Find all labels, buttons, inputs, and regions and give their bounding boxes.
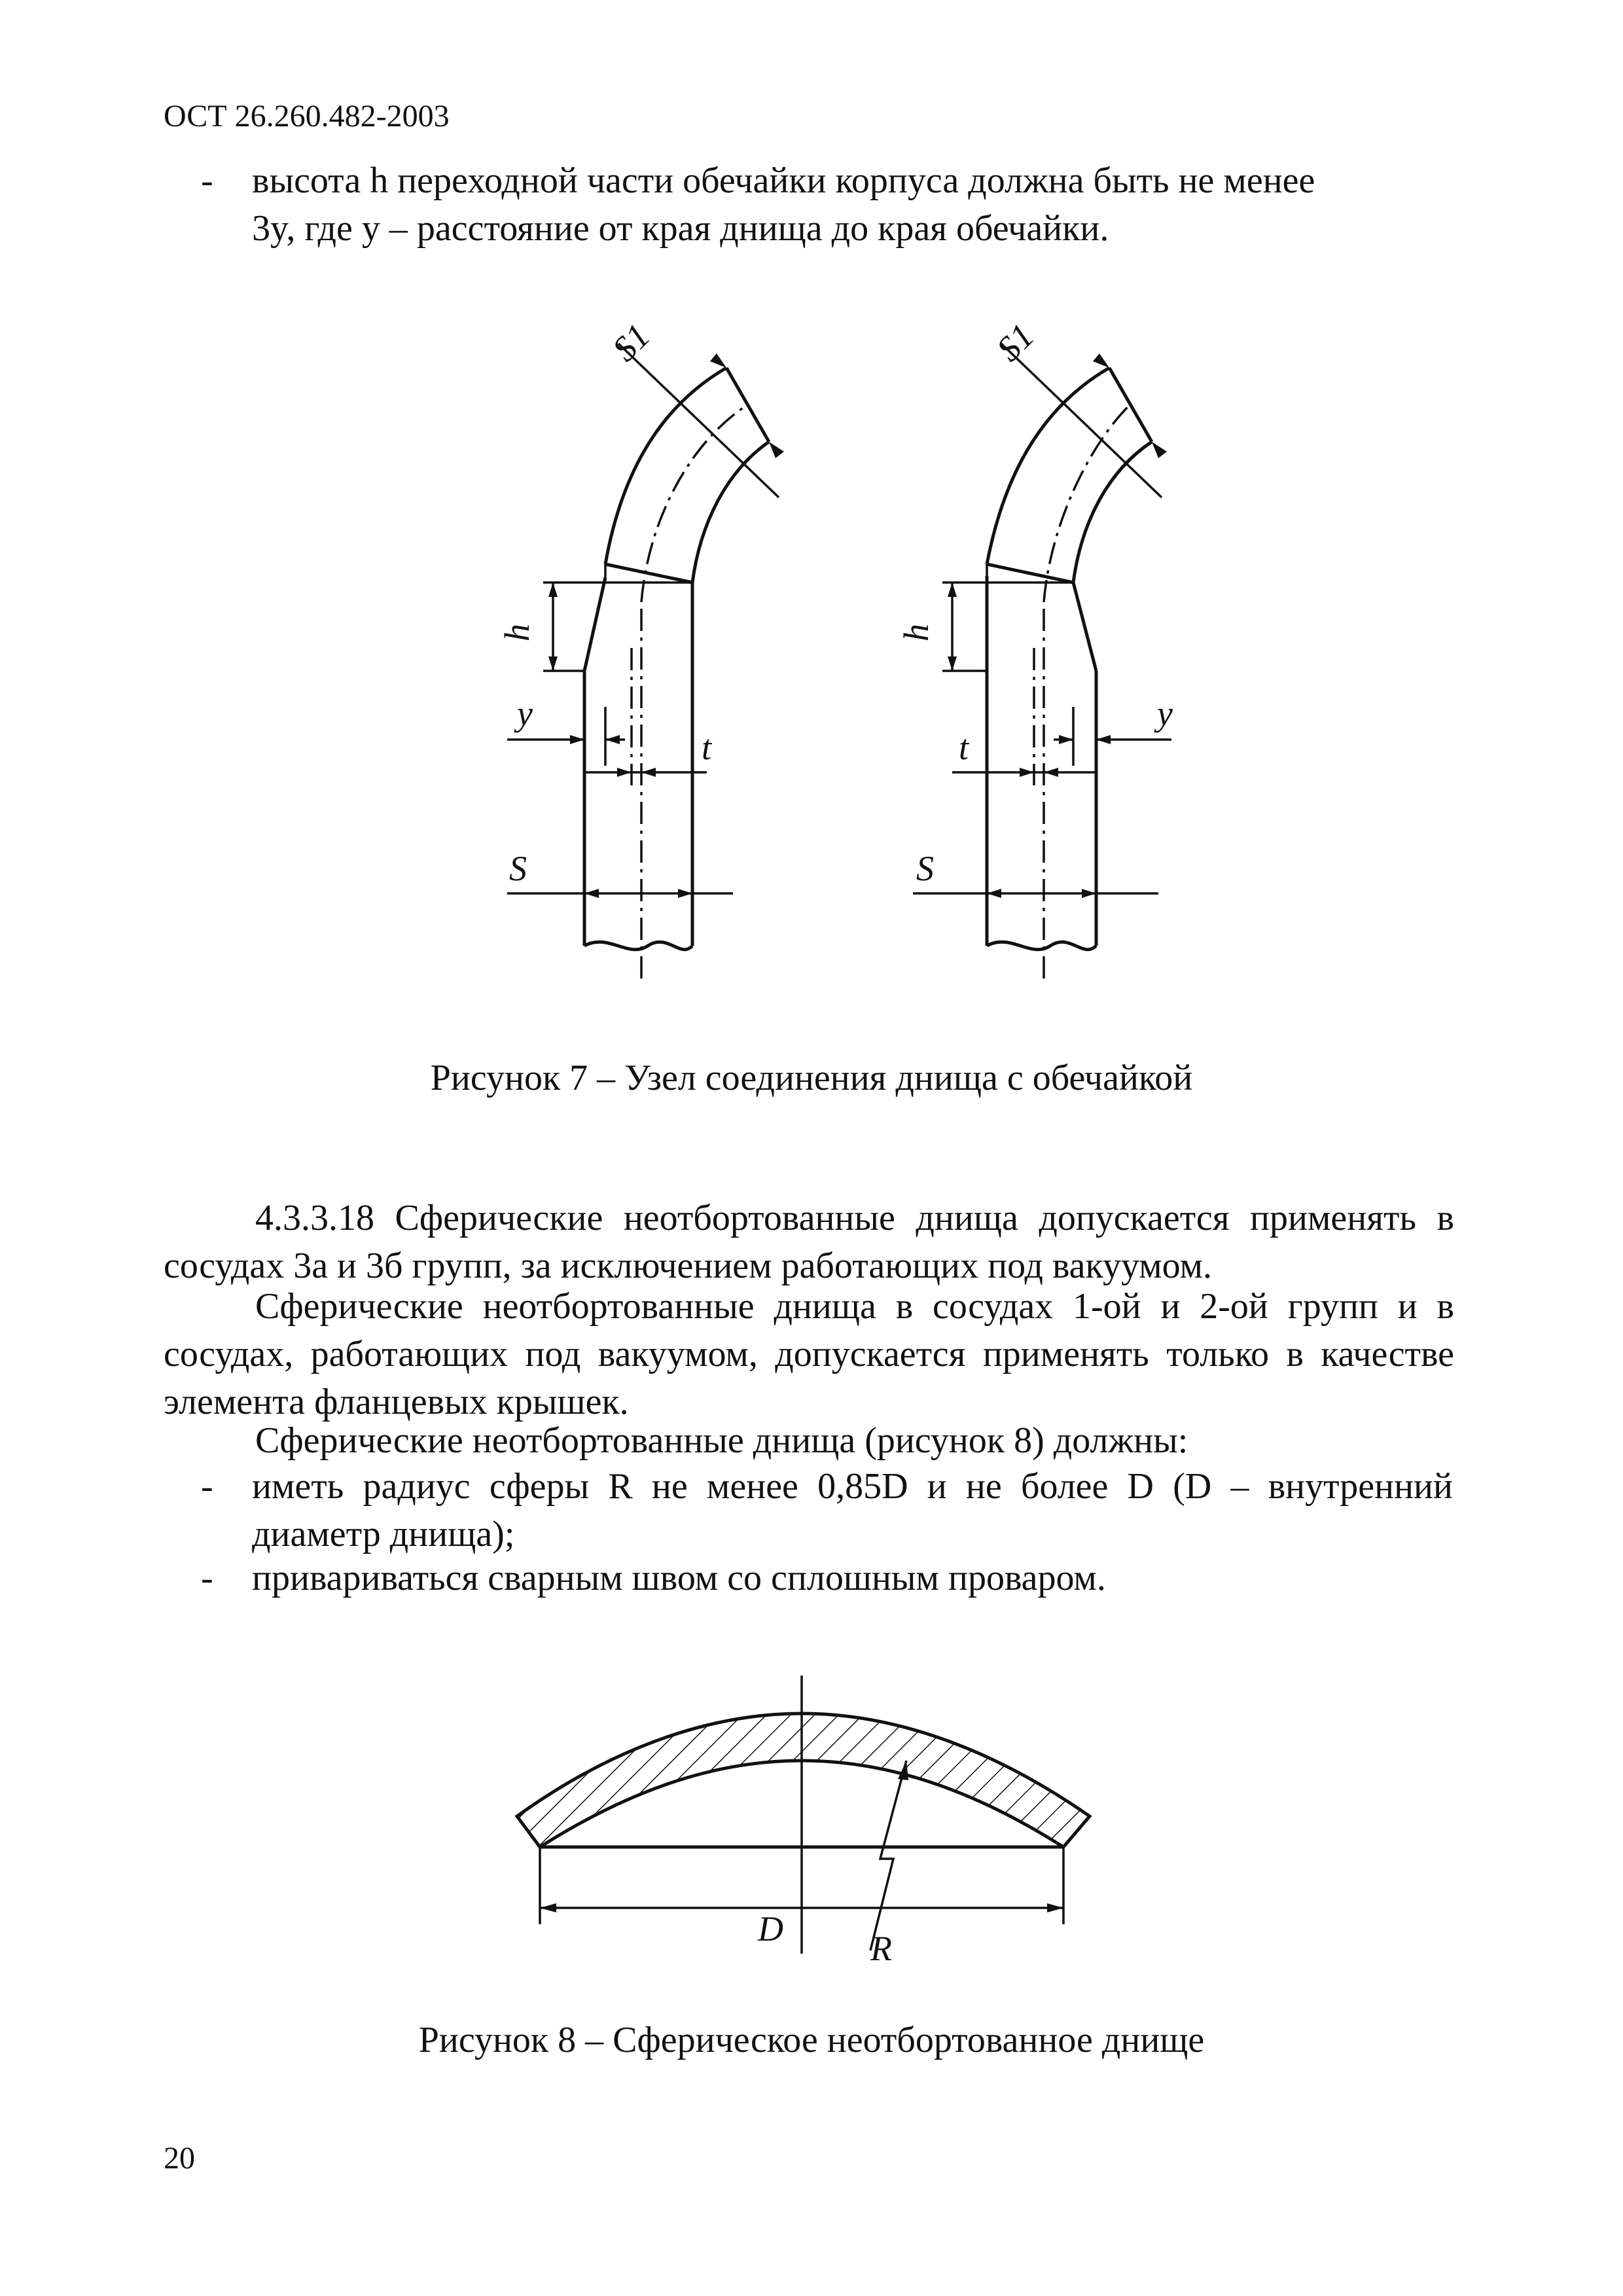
label-s1-left: S1 xyxy=(605,315,658,369)
intro-bullet-line1: высота h переходной части обечайки корпуса должна быть не менее xyxy=(252,160,1315,201)
label-r: R xyxy=(870,1929,892,1968)
bullet-dash: - xyxy=(201,160,213,201)
intro-bullet-line2: 3y, где y – расстояние от края днища до края обечайки. xyxy=(252,207,1109,249)
label-s-left: S xyxy=(509,849,527,888)
label-t-right: t xyxy=(959,728,969,767)
document-code: ОСТ 26.260.482-2003 xyxy=(164,99,450,134)
figure8-caption: Рисунок 8 – Сферическое неотбортованное днище xyxy=(418,2020,1205,2060)
label-d: D xyxy=(758,1909,783,1948)
page-number: 20 xyxy=(164,2141,195,2176)
figure8-drawing xyxy=(0,1662,1623,1990)
label-y-left: y xyxy=(517,694,533,733)
bullet-dash: - xyxy=(201,1466,213,1507)
paragraph-flange-covers: Сферические неотбортованные днища в сосудах 1-ой и 2-ой групп и в сосудах, работающих под вакуумом, допускается применять только в качестве элемента фланцевых крышек. xyxy=(164,1286,1454,1422)
label-y-right: y xyxy=(1157,694,1173,733)
bullet-dash: - xyxy=(201,1558,213,1598)
requirement-bullet-weld xyxy=(201,1554,1453,1602)
intro-bullet xyxy=(201,157,1453,253)
label-s1-right: S1 xyxy=(989,315,1042,369)
label-h-left: h xyxy=(497,624,537,641)
figure7-caption: Рисунок 7 – Узел соединения днища с обечайкой xyxy=(430,1058,1193,1098)
requirement-bullet-radius xyxy=(201,1463,1453,1558)
requirement-weld-text: привариваться сварным швом со сплошным проваром. xyxy=(252,1558,1106,1598)
requirement-radius-text: иметь радиус сферы R не менее 0,85D и не более D (D – внутренний диаметр днища); xyxy=(252,1466,1453,1554)
label-s-right: S xyxy=(916,849,934,888)
label-t-left: t xyxy=(702,728,712,767)
figure7-left-joint xyxy=(497,316,784,982)
paragraph-requirements-intro: Сферические неотбортованные днища (рисунок 8) должны: xyxy=(255,1420,1188,1461)
figure7-right-joint xyxy=(897,316,1173,982)
figure7-drawing xyxy=(0,314,1623,1034)
label-h-right: h xyxy=(897,624,936,641)
paragraph-4-3-3-18: 4.3.3.18 Сферические неотбортованные днища допускается применять в сосудах 3а и 3б групп, за исключением работающих под вакуумом. xyxy=(164,1198,1454,1286)
